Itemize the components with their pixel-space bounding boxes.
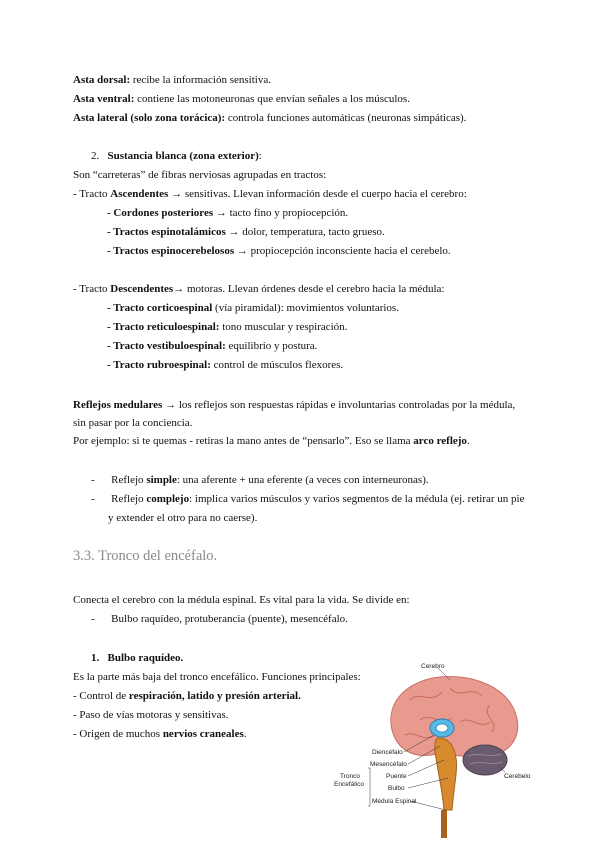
brainstem-diagram [330, 660, 540, 840]
bulbo-intro-line: Es la parte más baja del tronco encefálico. Funciones principales: [73, 671, 361, 683]
sustancia-blanca-heading: 2. Sustancia blanca (zona exterior): [91, 150, 262, 162]
ascendentes-line: - Tracto Ascendentes → sensitivas. Llevan información desde el cuerpo hacia el cerebro: [73, 188, 467, 200]
asta-lateral-line: Asta lateral (solo zona torácica): controla funciones automáticas (neuronas simpáticas). [73, 112, 467, 124]
label-cerebelo: Cerebelo [504, 773, 531, 780]
label-mesencefalo: Mesencéfalo [370, 761, 407, 768]
cerebrum-shape [391, 677, 518, 758]
desc-item-rubroespinal: - Tracto rubroespinal: control de músculos flexores. [107, 359, 344, 371]
bulbo-function-3: - Origen de muchos nervios craneales. [73, 728, 247, 740]
tronco-intro-line: Conecta el cerebro con la médula espinal. Es vital para la vida. Se divide en: [73, 594, 410, 606]
label-diencefalo: Diencéfalo [372, 749, 403, 756]
bulbo-function-2: - Paso de vías motoras y sensitivas. [73, 709, 229, 721]
label-bulbo: Bulbo [388, 785, 405, 792]
arco-reflejo-line: Por ejemplo: si te quemas - retiras la mano antes de “pensarlo”. Eso se llama arco reflejo. [73, 435, 470, 447]
reflejos-line-1: Reflejos medulares → los reflejos son respuestas rápidas e involuntarias controladas por la médula, [73, 399, 516, 411]
tronco-divisions-item: - Bulbo raquídeo, protuberancia (puente), mesencéfalo. [91, 613, 348, 625]
carreteras-line: Son “carreteras” de fibras nerviosas agrupadas en tractos: [73, 169, 327, 181]
reflejo-complejo-item: - Reflejo complejo: implica varios músculos y varios segmentos de la médula (ej. retirar un pie [91, 493, 525, 505]
label-encefalico: Encefálico [334, 781, 364, 788]
descendentes-line: - Tracto Descendentes→ motoras. Llevan órdenes desde el cerebro hacia la médula: [73, 283, 445, 295]
cerebellum-shape [463, 745, 507, 775]
label-cerebro: Cerebro [421, 663, 445, 670]
section-heading-tronco: 3.3. Tronco del encéfalo. [73, 548, 218, 564]
asta-ventral-line: Asta ventral: contiene las motoneuronas que envían señales a los músculos. [73, 93, 410, 105]
reflejo-simple-item: - Reflejo simple: una aferente + una eferente (a veces con interneuronas). [91, 474, 429, 486]
reflejos-line-2: sin pasar por la conciencia. [73, 417, 193, 429]
desc-item-corticoespinal: - Tracto corticoespinal (vía piramidal): movimientos voluntarios. [107, 302, 399, 314]
label-puente: Puente [386, 773, 407, 780]
desc-item-vestibuloespinal: - Tracto vestibuloespinal: equilibrio y postura. [107, 340, 318, 352]
bulbo-function-1: - Control de respiración, latido y presión arterial. [73, 690, 301, 702]
asc-item-espinotalamicos: - Tractos espinotalámicos → dolor, temperatura, tacto grueso. [107, 226, 385, 238]
asc-item-cordones: - Cordones posteriores → tacto fino y propiocepción. [107, 207, 349, 219]
brainstem-shape [435, 738, 457, 810]
asc-item-espinocerebelosos: - Tractos espinocerebelosos → propiocepción inconsciente hacia el cerebelo. [107, 245, 451, 257]
label-tronco: Tronco [340, 773, 360, 780]
desc-item-reticuloespinal: - Tracto reticuloespinal: tono muscular y respiración. [107, 321, 348, 333]
asta-dorsal-line: Asta dorsal: recibe la información sensitiva. [73, 74, 271, 86]
reflejo-complejo-cont: y extender el otro para no caerse). [108, 512, 258, 524]
label-medula: Médula Espinal [372, 798, 417, 805]
bulbo-heading: 1. Bulbo raquídeo. [91, 652, 184, 664]
